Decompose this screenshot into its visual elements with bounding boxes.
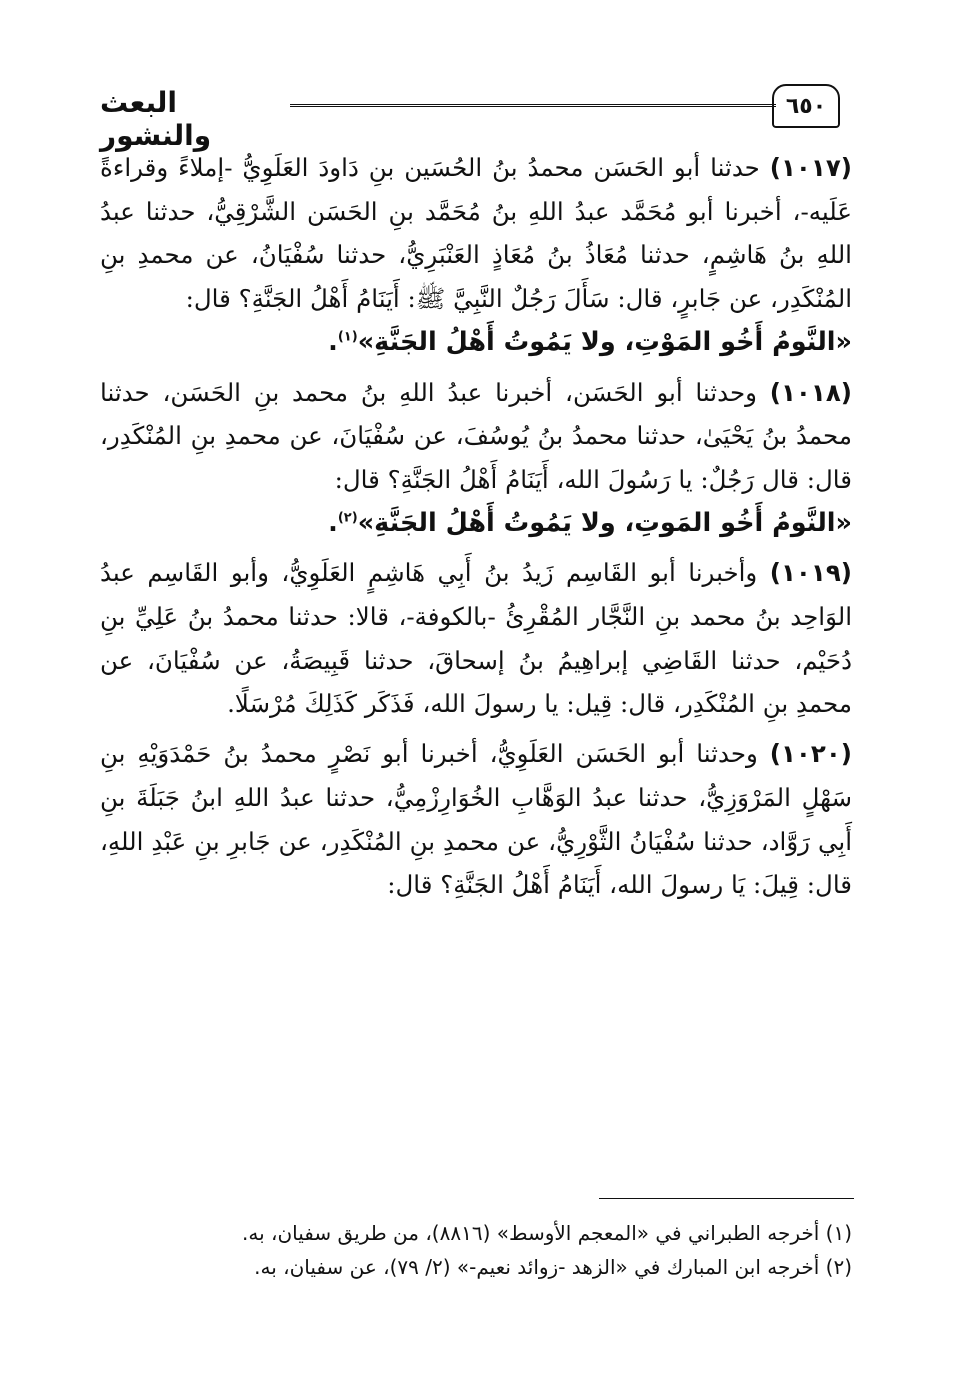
hadith-number: (١٠٢٠) [769, 739, 852, 769]
footnote-rule [599, 1198, 854, 1199]
hadith-paragraph [100, 551, 852, 726]
hadith-quote: «النَّومُ أَخُو المَوتِ، ولا يَمُوتُ أَهْلُ الجَنَّةِ» [357, 507, 852, 538]
paragraph-text: حدثنا أبو الحَسَن محمدُ بنُ الحُسَين بنِ دَاودَ العَلَوِيُّ -إملاءً وقراءةً عَلَيه-، أخبرنا أبو مُحَمَّد عبدُ اللهِ بنُ مُحَمَّد بنِ الحَسَن الشَّرْقِيُّ، حدثنا عبدُ اللهِ بنُ هَاشِمٍ، حدثنا مُعَاذُ بنُ مُعَاذٍ العَنْبَرِيُّ، حدثنا سُفْيَانُ، عن محمدِ بنِ المُنْكَدِر، عن جَابرٍ، قال: سَأَلَ رَجُلٌ النَّبِيَّ ﷺ: أَيَنَامُ أَهْلُ الجَنَّةِ؟ قال: [100, 153, 852, 314]
hadith-quote: «النَّومُ أَخُو المَوْتِ، ولا يَمُوتُ أَهْلُ الجَنَّةِ» [357, 326, 852, 357]
page-number: ٦٥٠ [772, 84, 840, 128]
hadith-paragraph [100, 732, 852, 907]
hadith-paragraph [100, 146, 852, 365]
paragraph-text: وأخبرنا أبو القَاسِم زَيدُ بنُ أَبِي هَاشِمٍ العَلَوِيُّ، وأبو القَاسِم عبدُ الوَاحِد بنُ محمد بنِ النَّجَّار المُقْرِئُ -بالكوفة-، قالا: حدثنا محمدُ بنُ عَلِيِّ بنِ دُحَيْم، حدثنا القَاضِي إبراهِيمُ بنُ إسحاقَ، حدثنا قَبِيصَةُ، عن سُفْيَانَ، عن محمدِ بنِ المُنْكَدِر، قال: قِيل: يا رسولَ الله، فَذَكَر كَذَلِكَ مُرْسَلًا. [100, 558, 852, 719]
hadith-text: «النَّومُ أَخُو المَوْتِ، ولا يَمُوتُ أَهْلُ الجَنَّةِ»$^{(١)}$. [328, 326, 852, 357]
hadith-number: (١٠١٧) [769, 153, 852, 182]
hadith-text: «النَّومُ أَخُو المَوتِ، ولا يَمُوتُ أَهْلُ الجَنَّةِ»$^{(٢)}$. [328, 507, 852, 538]
hadith-number: (١٠١٩) [769, 558, 852, 588]
footnotes [100, 1216, 852, 1284]
hadith-number: (١٠١٨) [769, 377, 852, 407]
page-body [100, 146, 852, 913]
footnote-ref: (٢) [337, 510, 358, 526]
header-rule [290, 104, 776, 107]
footnote: (١) أخرجه الطبراني في «المعجم الأوسط» (٨٨١٦)، من طريق سفيان، به. [241, 1221, 852, 1245]
paragraph-text: وحدثنا أبو الحَسَن، أخبرنا عبدُ اللهِ بنُ محمد بنِ الحَسَن، حدثنا محمدُ بنُ يَحْيَىٰ، حدثنا محمدُ بنُ يُوسُفَ، عن سُفْيَانَ، عن محمدِ بنِ المُنْكَدِر، قال: قال رَجُلٌ: يا رَسُولَ الله، أَيَنَامُ أَهْلُ الجَنَّةِ؟ قال: [100, 377, 852, 494]
running-title: البعث والنشور [100, 86, 212, 152]
page-header [100, 82, 840, 152]
hadith-paragraph [100, 371, 852, 546]
footnote: (٢) أخرجه ابن المبارك في «الزهد -زوائد نعيم-» (٢/ ٧٩)، عن سفيان، به. [254, 1255, 852, 1279]
footnote-ref: (١) [337, 329, 358, 345]
paragraph-text: وحدثنا أبو الحَسَن العَلَوِيُّ، أخبرنا أبو نَصْرٍ محمدُ بنُ حَمْدَوَيْهِ بنِ سَهْلٍ المَرْوَزِيُّ، حدثنا عبدُ الوَهَّابِ الخُوَارِزْمِيُّ، حدثنا عبدُ اللهِ ابنُ جَبَلَةَ بنِ أَبِي رَوَّاد، حدثنا سُفْيَانُ الثَّوْرِيُّ، عن محمدِ بنِ المُنْكَدِر، عن جَابرِ بنِ عَبْدِ اللهِ، قال: قِيلَ: يَا رسولَ الله، أَيَنَامُ أَهْلُ الجَنَّةِ؟ قال: [100, 739, 852, 900]
